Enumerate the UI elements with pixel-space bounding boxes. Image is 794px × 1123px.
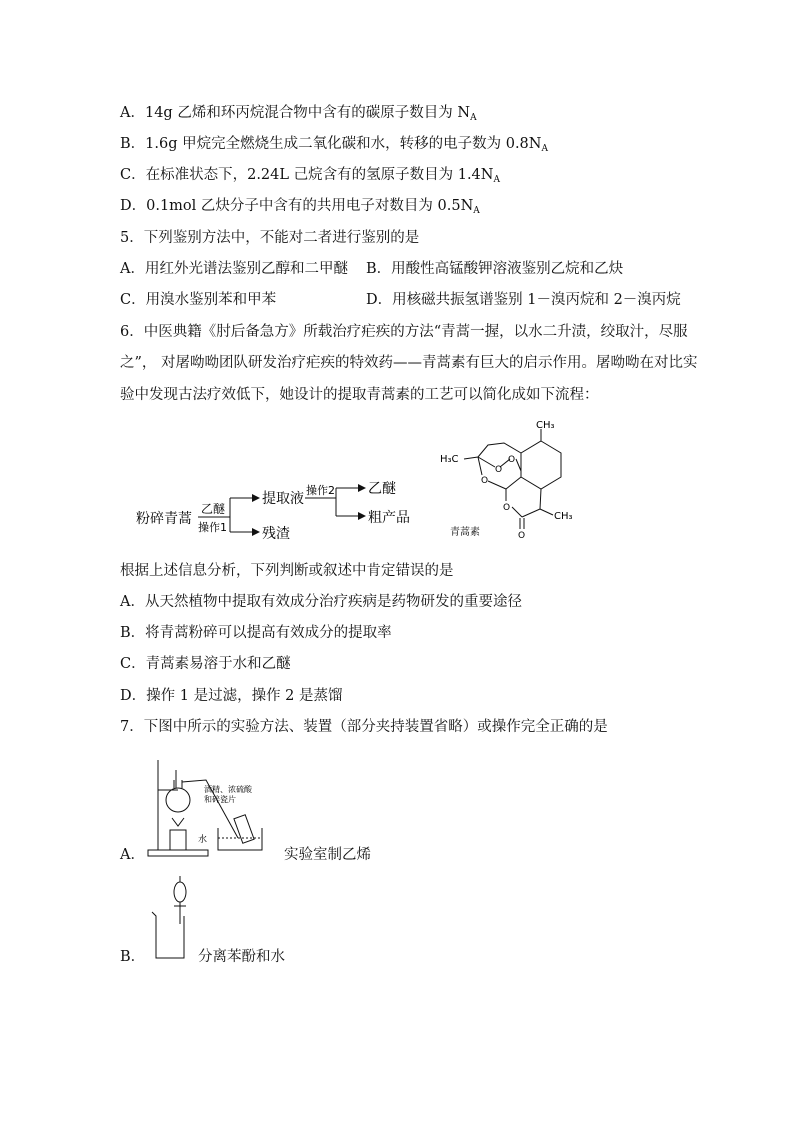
peroxide-bond-b (516, 459, 521, 471)
o-label-ether: O (481, 476, 489, 486)
q4-option-a (120, 103, 477, 128)
q6-question: 根据上述信息分析，下列判断或叙述中肯定错误的是 (120, 563, 454, 579)
flow-arrowhead-extract (252, 494, 260, 502)
q7-option-b-caption: 分离苯酚和水 (198, 949, 285, 965)
structure-caption: 青蒿素 (450, 527, 480, 538)
q4-option-a-sub: A (470, 113, 477, 123)
flow-op1: 操作1 (198, 521, 227, 534)
alcohol-lamp (170, 830, 186, 850)
q5-option-c: C．用溴水鉴别苯和甲苯 (120, 292, 277, 308)
q7-option-a-label: A． (120, 847, 145, 863)
o-label-peroxide-2: O (495, 465, 503, 475)
reagent-note-line2: 和碎瓷片 (204, 795, 236, 804)
q7-option-b-label: B． (120, 949, 146, 965)
burner-flame (172, 818, 184, 826)
lactone-bond-4 (540, 489, 541, 509)
flow-residue: 残渣 (262, 526, 290, 542)
q5-row-ab (120, 259, 348, 279)
q4-option-a-text: A．14g 乙烯和环丙烷混合物中含有的碳原子数目为 N (120, 105, 471, 121)
flow-arrowhead-crude (358, 512, 366, 520)
ch3-top-label: CH₃ (536, 420, 555, 431)
ether-bond-2 (488, 481, 506, 489)
q5-stem: 5．下列鉴别方法中，不能对二者进行鉴别的是 (120, 230, 420, 246)
artemisinin-structure (438, 415, 588, 545)
q6-option-c: C．青蒿素易溶于水和乙醚 (120, 656, 291, 672)
q5-option-d: D．用核磁共振氢谱鉴别 1－溴丙烷和 2－溴丙烷 (366, 292, 681, 308)
q6-stem-line2: 之”， 对屠呦呦团队研发治疗疟疾的特效药——青蒿素有巨大的启示作用。屠呦呦在对比实 (120, 355, 698, 371)
o-label-lactone: O (503, 503, 511, 513)
separatory-funnel (174, 882, 186, 902)
q4-option-c (120, 165, 500, 190)
flow-reagent1: 乙醚 (201, 502, 226, 516)
flow-start: 粉碎青蒿 (136, 511, 192, 527)
q6-option-a: A．从天然植物中提取有效成分治疗疾病是药物研发的重要途径 (120, 594, 522, 610)
methyl-bond-right (540, 509, 553, 515)
ether-bond-1 (478, 457, 482, 475)
flow-arrowhead-ether (358, 484, 366, 492)
o-label-carbonyl: O (518, 531, 526, 541)
q6-stem-line3: 验中发现古法疗效低下，她设计的提取青蒿素的工艺可以简化成如下流程： (120, 387, 599, 403)
cyclohexane-ring (521, 441, 561, 489)
q4-option-d (120, 196, 480, 221)
ch3-right-label: CH₃ (554, 511, 573, 522)
q4-option-d-text: D．0.1mol 乙炔分子中含有的共用电子对数目为 0.5N (120, 198, 474, 214)
flow-op2: 操作2 (306, 484, 335, 497)
extraction-flow-diagram (130, 470, 430, 550)
o-label-peroxide-1: O (508, 455, 516, 465)
q4-option-b-sub: A (541, 144, 548, 154)
reagent-note-line1: 酒精、浓硫酸 (204, 785, 252, 794)
water-trough (218, 828, 262, 850)
q7-option-a-caption: 实验室制乙烯 (284, 847, 371, 863)
stand-base (148, 850, 208, 856)
separatory-funnel-apparatus (146, 874, 196, 964)
fused-bond (506, 477, 521, 489)
q4-option-c-sub: A (493, 175, 500, 185)
beaker (152, 912, 184, 958)
q7-stem: 7．下图中所示的实验方法、装置（部分夹持装置省略）或操作完全正确的是 (120, 719, 608, 735)
methyl-bond-left (464, 457, 478, 459)
q4-option-d-sub: A (473, 206, 480, 216)
round-bottom-flask (166, 788, 190, 812)
q6-option-b: B．将青蒿粉碎可以提高有效成分的提取率 (120, 625, 392, 641)
q5-option-b: B．用酸性高锰酸钾溶液鉴别乙烷和乙炔 (366, 261, 624, 277)
flow-product2: 粗产品 (368, 510, 410, 526)
flow-extract: 提取液 (262, 491, 304, 507)
q4-option-b (120, 134, 548, 159)
q4-option-c-text: C．在标准状态下，2.24L 己烷含有的氢原子数目为 1.4N (120, 167, 494, 183)
lactone-bond-3 (522, 509, 540, 517)
flow-arrowhead-residue (252, 528, 260, 536)
water-label: 水 (198, 835, 208, 845)
ethylene-apparatus (146, 758, 266, 860)
q5-option-a: A．用红外光谱法鉴别乙醇和二甲醚 (120, 261, 348, 277)
q6-stem-line1: 6．中医典籍《肘后备急方》所载治疗疟疾的方法“青蒿一握，以水二升渍，绞取汁，尽服 (120, 324, 688, 340)
h3c-left-label: H₃C (440, 454, 459, 465)
bridge-bond (478, 457, 495, 467)
collecting-bottle (234, 815, 254, 844)
q4-option-b-text: B．1.6g 甲烷完全燃烧生成二氧化碳和水，转移的电子数为 0.8N (120, 136, 542, 152)
lactone-bond-2 (512, 507, 522, 517)
flow-product1: 乙醚 (368, 481, 396, 497)
q6-option-d: D．操作 1 是过滤，操作 2 是蒸馏 (120, 688, 343, 704)
